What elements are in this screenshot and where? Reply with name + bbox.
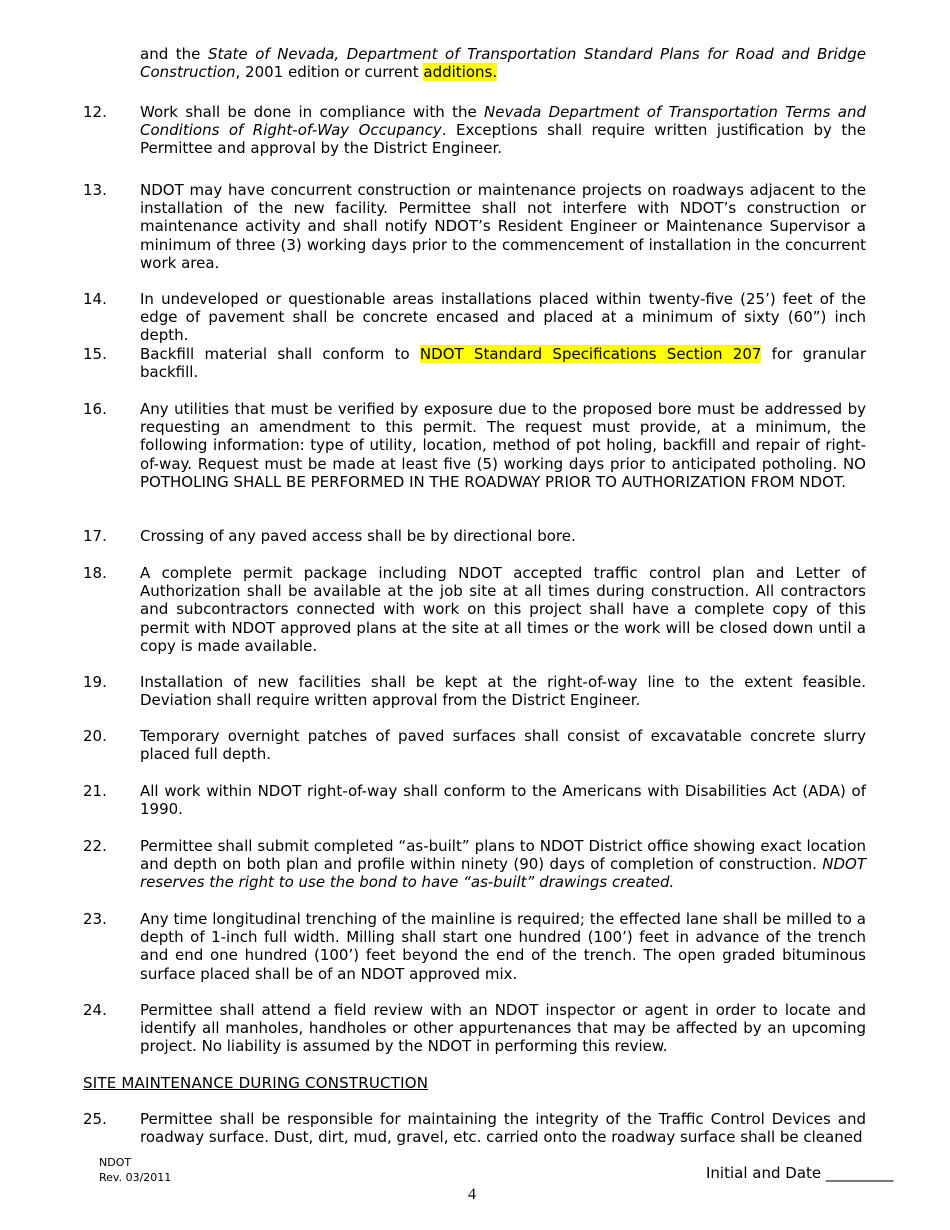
continuation-text-2: , 2001 edition or current: [235, 63, 424, 82]
item-number: 15.: [83, 345, 107, 363]
highlighted-text: NDOT Standard Specifications Section 207: [419, 345, 762, 363]
item-number: 14.: [83, 290, 107, 308]
item-number: 22.: [83, 837, 107, 855]
item-number: 21.: [83, 782, 107, 800]
initial-and-date-field: Initial and Date _________: [706, 1164, 894, 1182]
continuation-italic: State of Nevada, Department of Transportation Standard Plans for Road and Bridge Construction: [140, 45, 866, 82]
document-page: and the State of Nevada, Department of Transportation Standard Plans for Road and Bridge Construction, 2001 edition or current additions. 12. Work shall be done in compliance with the Nevada Department of Transportation Terms and Conditions of Right-of-Way Occupancy. Exceptions shall require written justification by the Permittee and approval by the District Engineer. 13. NDOT may have concurrent construction or maintenance projects on roadways adjacent to the installation of the new facility. Permittee shall not interfere with NDOT’s construction or maintenance activity and shall notify NDOT’s Resident Engineer or Maintenance Supervisor a minimum of three (3) working days prior to the commencement of installation in the concurrent work area. 14. In undeveloped or questionable areas installations placed within twenty-five (25’) feet of the edge of pavement shall be concrete encased and placed at a minimum of sixty (60”) inch depth. 15. Backfill material shall conform to NDOT Standard Specifications Section 207 for granular backfill. 16. Any utilities that must be verified by exposure due to the proposed bore must be addressed by requesting an amendment to this permit. The request must provide, at a minimum, the following information: type of utility, location, method of pot holing, backfill and repair of right-of-way. Request must be made at least five (5) working days prior to anticipated potholing. NO POTHOLING SHALL BE PERFORMED IN THE ROADWAY PRIOR TO AUTHORIZATION FROM NDOT. 17. Crossing of any paved access shall be by directional bore. 18. A complete permit package including NDOT accepted traffic control plan and Letter of Authorization shall be available at the job site at all times during construction. All contractors and subcontractors connected with work on this project shall have a complete copy of this permit with NDOT approved plans at the site at all times or the work will be closed down until a copy is made available. 19. Installation of new facilities shall be kept at the right-of-way line to the extent feasible. Deviation shall require written approval from the District Engineer. 20. Temporary overnight patches of paved surfaces shall consist of excavatable concrete slurry placed full depth. 21. All work within NDOT right-of-way shall conform to the Americans with Disabilities Act (ADA) of 1990. 22. Permittee shall submit completed “as-built” plans to NDOT District office showing exact location and depth on both plan and profile within ninety (90) days of completion of construction. NDOT reserves the right to use the bond to have “as-built” drawings created. 23. Any time longitudinal trenching of the mainline is required; the effected lane shall be milled to a depth of 1-inch full width. Milling shall start one hundred (100’) feet in advance of the trench and end one hundred (100’) feet beyond the end of the trench. The open graded bituminous surface placed shall be of an NDOT approved mix. 24. Permittee shall attend a field review with an NDOT inspector or agent in order to locate and identify all manholes, handholes or other appurtenances that may be affected by an upcoming project. No liability is assumed by the NDOT in performing this review. SITE MAINTENANCE DURING CONSTRUCTION 25. Permittee shall be responsible for maintaining the integrity of the Traffic Control Devices and roadway surface. Dust, dirt, mud, gravel, etc. carried onto the roadway surface shall be cleaned NDOT Rev. 03/2011 Initial and Date _________ 4: [83, 45, 894, 1203]
item-number: 12.: [83, 103, 107, 121]
highlighted-text: additions.: [423, 63, 498, 82]
item-number: 19.: [83, 673, 107, 691]
item-number: 16.: [83, 400, 107, 418]
page-number: 4: [468, 1186, 476, 1203]
footer-revision: Rev. 03/2011: [99, 1171, 172, 1184]
item-number: 18.: [83, 564, 107, 582]
item-number: 24.: [83, 1001, 107, 1019]
footer-org: NDOT: [99, 1156, 132, 1169]
continuation-text: and the: [140, 45, 208, 63]
item-number: 13.: [83, 181, 107, 199]
footer-left: [99, 1155, 171, 1185]
item-number: 17.: [83, 527, 107, 545]
item-number: 25.: [83, 1110, 107, 1128]
item-number: 23.: [83, 910, 107, 928]
item-number: 20.: [83, 727, 107, 745]
section-heading: SITE MAINTENANCE DURING CONSTRUCTION: [83, 1074, 429, 1092]
